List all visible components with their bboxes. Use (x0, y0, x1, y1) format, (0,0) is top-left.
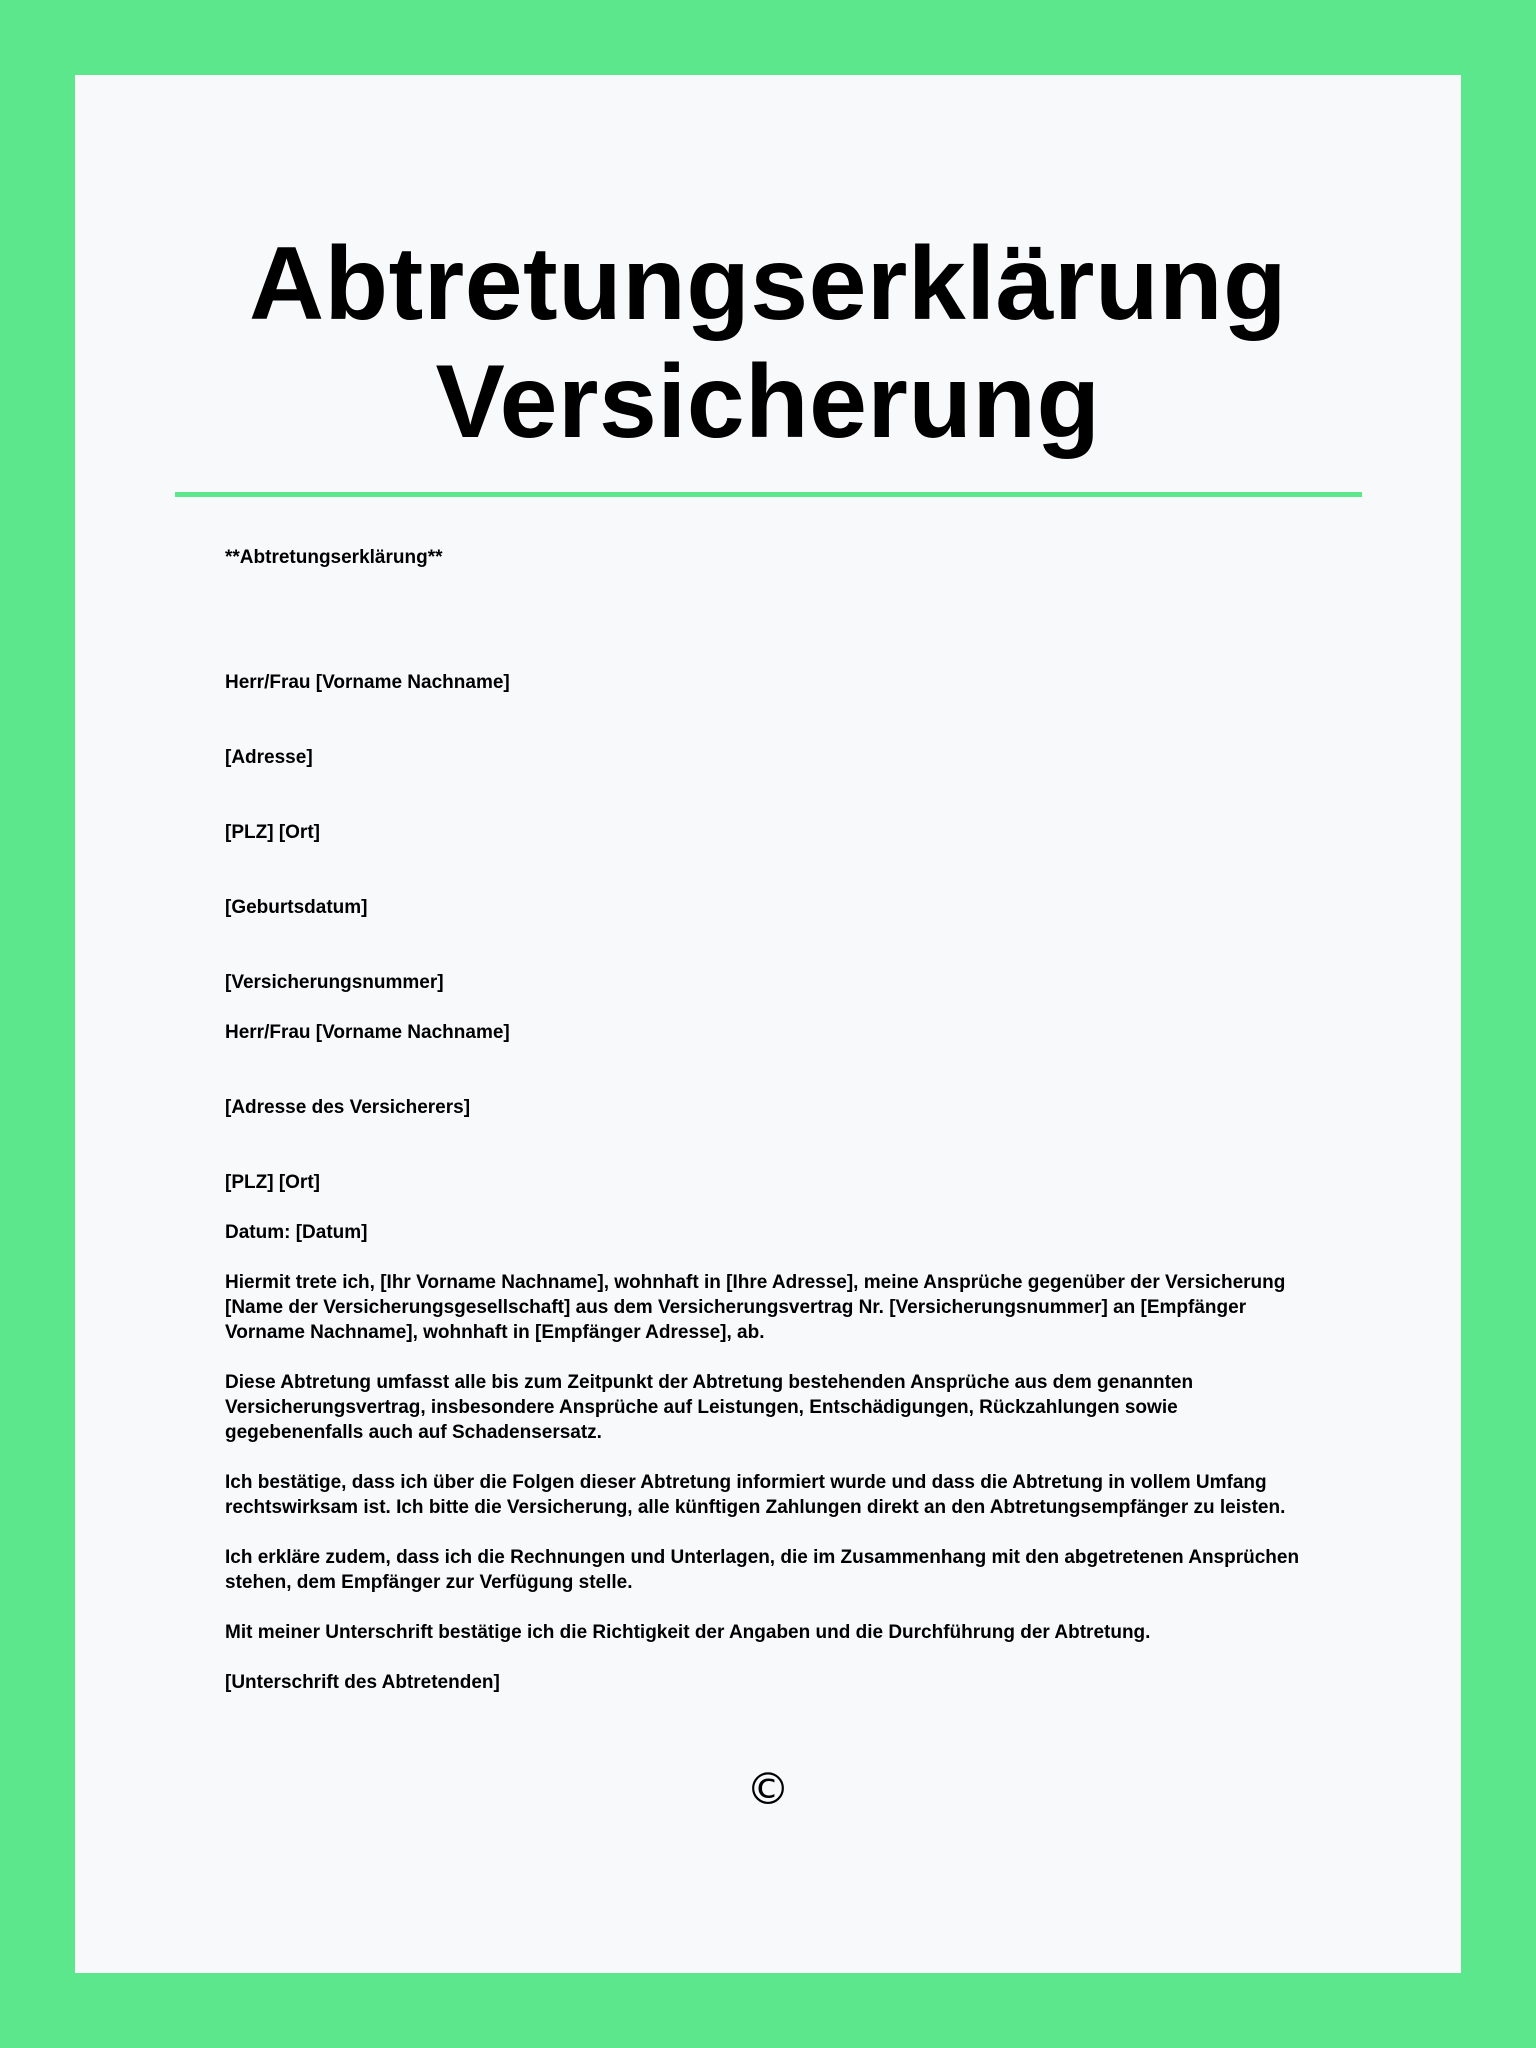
signature-placeholder: [Unterschrift des Abtretenden] (225, 1672, 500, 1693)
paragraph-signature-statement: Mit meiner Unterschrift bestätige ich die Richtigkeit der Angaben und die Durchführung der Abtretung. (225, 1622, 1151, 1643)
assignor-birthdate: [Geburtsdatum] (225, 897, 368, 918)
recipient-name: Herr/Frau [Vorname Nachname] (225, 1022, 510, 1043)
recipient-zip-city: [PLZ] [Ort] (225, 1172, 320, 1193)
document-heading: **Abtretungserklärung** (225, 547, 443, 568)
paragraph-confirmation: Ich bestätige, dass ich über die Folgen dieser Abtretung informiert wurde und dass die Abtretung in vollem Umfang rechtswirksam ist. Ich bitte die Versicherung, alle künftigen Zahlungen direkt an den Abtretungsempfänger zu leisten. (225, 1472, 1286, 1518)
document-page (75, 75, 1461, 1973)
document-title (75, 225, 1461, 461)
paragraph-assignment: Hiermit trete ich, [Ihr Vorname Nachname], wohnhaft in [Ihre Adresse], meine Ansprüche gegenüber der Versicherung [Name der Versicherungsgesellschaft] aus dem Versicherungsvertrag Nr. [Versicherungsnummer] an [Empfänger Vorname Nachname], wohnhaft in [Empfänger Adresse], ab. (225, 1272, 1286, 1343)
recipient-address: [Adresse des Versicherers] (225, 1097, 471, 1118)
paragraph-scope: Diese Abtretung umfasst alle bis zum Zeitpunkt der Abtretung bestehenden Ansprüche aus dem genannten Versicherungsvertrag, insbesondere Ansprüche auf Leistungen, Entschädigungen, Rückzahlungen sowie gegebenenfalls auch auf Schadensersatz. (225, 1372, 1194, 1443)
assignor-zip-city: [PLZ] [Ort] (225, 822, 320, 843)
title-line-1: Abtretungserklärung (248, 226, 1288, 342)
copyright-icon: © (746, 1764, 790, 1815)
assignor-insurance-number: [Versicherungsnummer] (225, 972, 444, 993)
paragraph-documents: Ich erkläre zudem, dass ich die Rechnungen und Unterlagen, die im Zusammenhang mit den abgetretenen Ansprüchen stehen, dem Empfänger zur Verfügung stelle. (225, 1547, 1300, 1593)
title-divider (175, 492, 1362, 497)
assignor-address: [Adresse] (225, 747, 313, 768)
title-line-2: Versicherung (435, 344, 1101, 460)
document-date: Datum: [Datum] (225, 1222, 368, 1243)
assignor-name: Herr/Frau [Vorname Nachname] (225, 672, 510, 693)
